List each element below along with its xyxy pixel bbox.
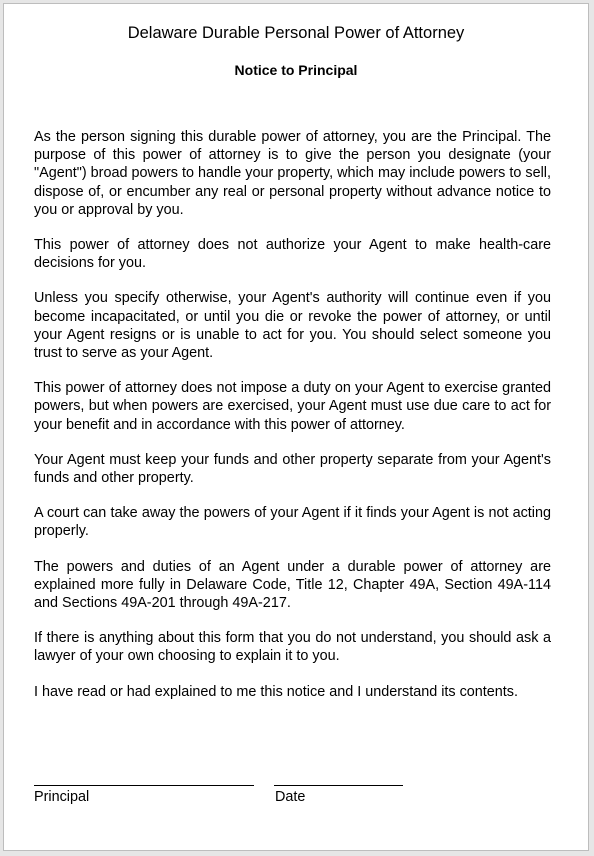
document-page xyxy=(3,3,589,851)
principal-signature-line[interactable] xyxy=(34,785,254,786)
document-subtitle: Notice to Principal xyxy=(234,62,358,78)
date-signature-line[interactable] xyxy=(274,785,403,786)
paragraph-separate-funds: Your Agent must keep your funds and other property separate from your Agent's funds and other property. xyxy=(34,451,551,487)
date-label: Date xyxy=(275,789,306,805)
paragraph-authority-duration: Unless you specify otherwise, your Agent's authority will continue even if you become incapacitated, or until you die or revoke the power of attorney, or until your Agent resigns or is unable to act for you. You should select someone you trust to serve as your Agent. xyxy=(34,290,551,362)
paragraph-court-powers: A court can take away the powers of your Agent if it finds your Agent is not acting properly. xyxy=(34,505,551,540)
paragraph-delaware-code: The powers and duties of an Agent under a durable power of attorney are explained more fully in Delaware Code, Title 12, Chapter 49A, Section 49A-114 and Sections 49A-201 through 49A-217. xyxy=(34,558,551,612)
principal-label: Principal xyxy=(34,789,90,805)
paragraph-ask-lawyer: If there is anything about this form that you do not understand, you should ask a lawyer of your own choosing to explain it to you. xyxy=(34,630,551,665)
paragraph-agent-duty: This power of attorney does not impose a duty on your Agent to exercise granted powers, but when powers are exercised, your Agent must use due care to act for your benefit and in accordance with this power of attorney. xyxy=(34,380,551,433)
paragraph-health-care: This power of attorney does not authorize your Agent to make health-care decisions for you. xyxy=(34,237,551,272)
paragraph-acknowledgement: I have read or had explained to me this notice and I understand its contents. xyxy=(34,683,518,700)
paragraph-principal-purpose: As the person signing this durable power of attorney, you are the Principal. The purpose of this power of attorney is to give the person you designate (your "Agent") broad powers to handle your property, which may include powers to sell, dispose of, or encumber any real or personal property without advance notice to you or approval by you. xyxy=(34,129,551,218)
document-title: Delaware Durable Personal Power of Attorney xyxy=(127,24,465,42)
document-body xyxy=(34,128,551,718)
